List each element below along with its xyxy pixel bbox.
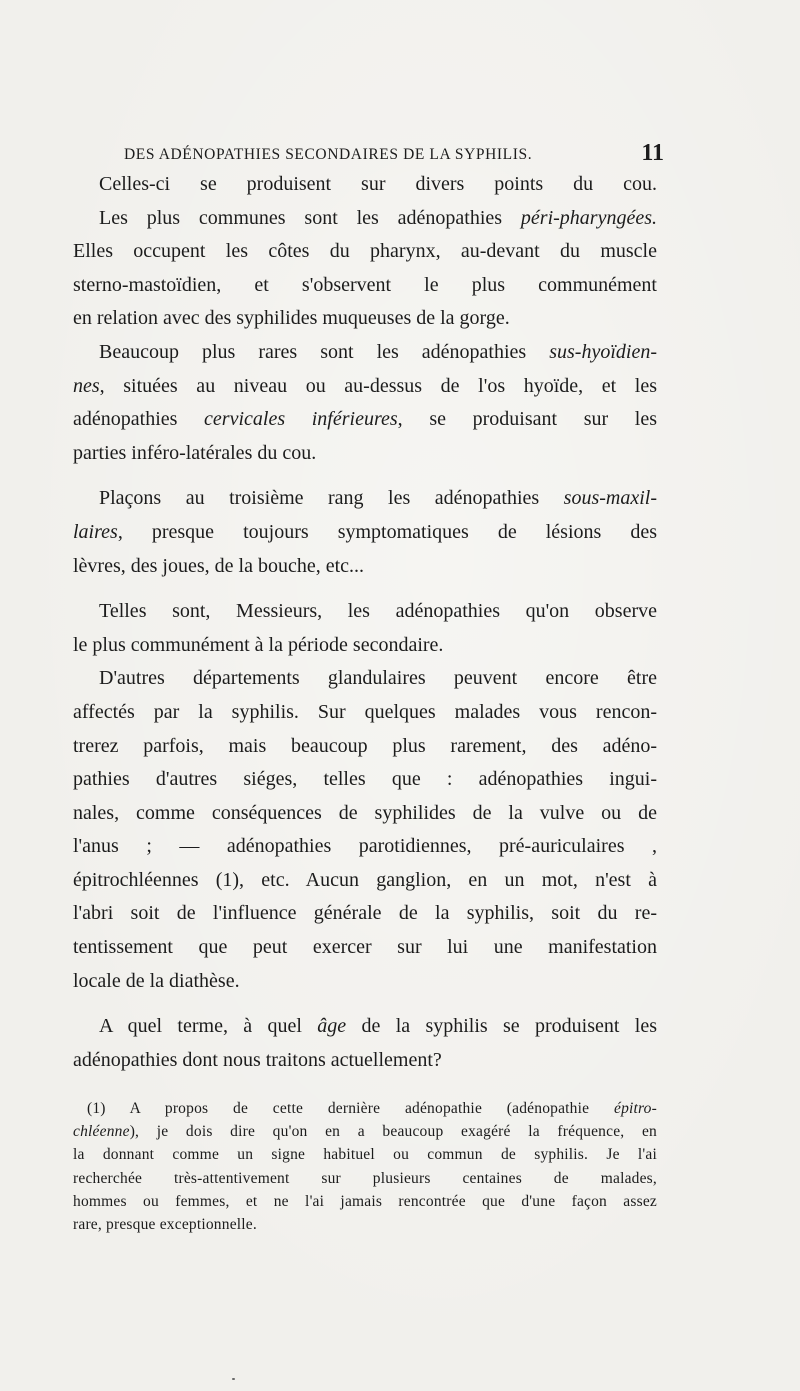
running-head: DES ADÉNOPATHIES SECONDAIRES DE LA SYPHILIS. xyxy=(124,146,533,163)
text-line: A quel terme, à quel âge de la syphilis se produisent les xyxy=(99,1015,657,1038)
footnote-line: hommes ou femmes, et ne l'ai jamais rencontrée que d'une façon assez xyxy=(73,1192,657,1210)
text-line: sterno-mastoïdien, et s'observent le plus communément xyxy=(73,273,657,296)
footnote-line: (1) A propos de cette dernière adénopathie (adénopathie épitro- xyxy=(87,1100,657,1117)
text-line: locale de la diathèse. xyxy=(73,969,240,992)
text-line: laires, presque toujours symptomatiques de lésions des xyxy=(73,520,657,543)
text-line: en relation avec des syphilides muqueuses de la gorge. xyxy=(73,307,510,330)
ink-speck xyxy=(232,1378,235,1380)
text-line: parties inféro-latérales du cou. xyxy=(73,441,317,464)
text-line: Beaucoup plus rares sont les adénopathies sus-hyoïdien- xyxy=(99,340,657,363)
text-line: tentissement que peut exercer sur lui une manifestation xyxy=(73,936,657,959)
text-line: nes, situées au niveau ou au-dessus de l'os hyoïde, et les xyxy=(73,374,657,397)
page-header xyxy=(124,140,664,168)
footnote-line: chléenne), je dois dire qu'on en a beaucoup exagéré la fréquence, en xyxy=(73,1123,657,1141)
text-line: lèvres, des joues, de la bouche, etc... xyxy=(73,554,365,577)
text-line: pathies d'autres siéges, telles que : adénopathies ingui- xyxy=(73,768,657,791)
footnote-line: la donnant comme un signe habituel ou commun de syphilis. Je l'ai xyxy=(73,1146,657,1164)
footnote-line: rare, presque exceptionnelle. xyxy=(73,1215,257,1233)
text-line: nales, comme conséquences de syphilides de la vulve ou de xyxy=(73,801,657,824)
text-line: adénopathies cervicales inférieures, se produisant sur les xyxy=(73,408,657,431)
text-line: D'autres départements glandulaires peuvent encore être xyxy=(99,667,657,690)
text-line: Celles-ci se produisent sur divers points du cou. xyxy=(99,173,657,195)
page-number: 11 xyxy=(641,140,664,166)
footnote-line: recherchée très-attentivement sur plusieurs centaines de malades, xyxy=(73,1169,657,1187)
text-line: adénopathies dont nous traitons actuellement? xyxy=(73,1048,442,1071)
text-line: affectés par la syphilis. Sur quelques malades vous rencon- xyxy=(73,700,657,723)
text-line: épitrochléennes (1), etc. Aucun ganglion, en un mot, n'est à xyxy=(73,868,657,891)
text-line: Plaçons au troisième rang les adénopathies sous-maxil- xyxy=(99,487,657,510)
text-line: Telles sont, Messieurs, les adénopathies qu'on observe xyxy=(99,600,657,623)
text-line: Les plus communes sont les adénopathies péri-pharyngées. xyxy=(99,206,657,229)
footnote xyxy=(73,1097,657,1236)
text-line: l'abri soit de l'influence générale de la syphilis, soit du re- xyxy=(73,902,657,925)
text-line: trerez parfois, mais beaucoup plus rarement, des adéno- xyxy=(73,734,657,757)
text-line: l'anus ; — adénopathies parotidiennes, pré-auriculaires , xyxy=(73,835,657,858)
text-line: le plus communément à la période secondaire. xyxy=(73,633,444,656)
text-line: Elles occupent les côtes du pharynx, au-devant du muscle xyxy=(73,240,657,263)
body-text xyxy=(73,168,657,1077)
